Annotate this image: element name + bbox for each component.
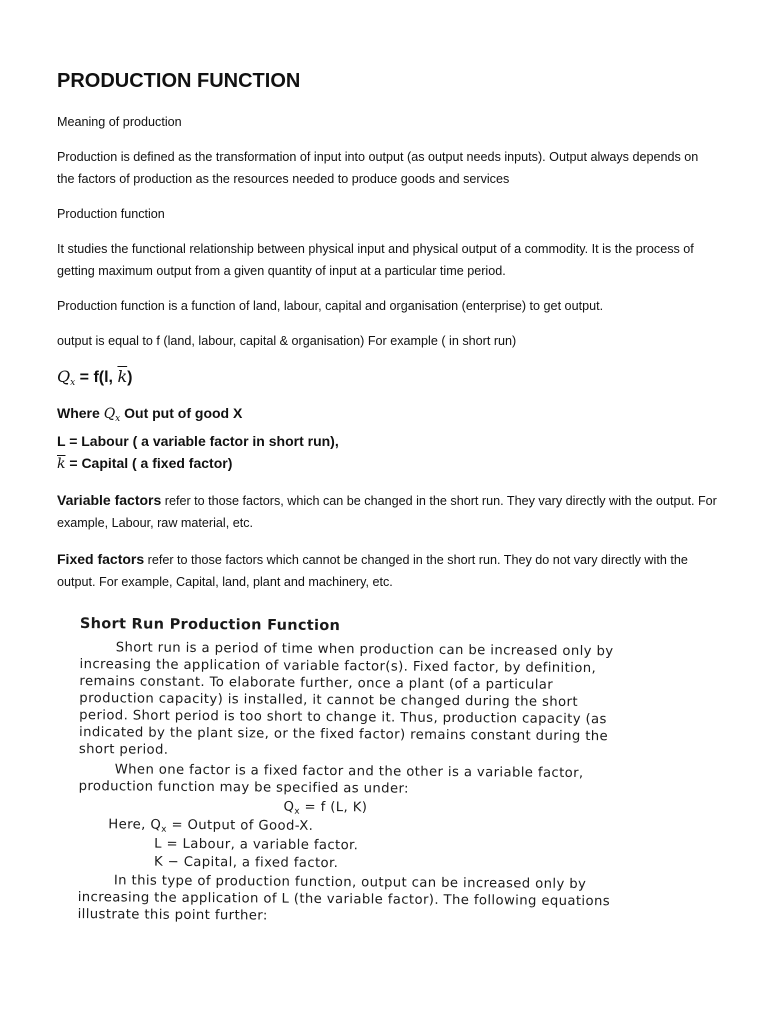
formula-k: $\overline{k}$ [117,367,128,386]
scan-def-k: K − Capital, a fixed factor. [153,854,339,872]
scan-line: short period. [78,742,169,758]
formula-rhs-b: ) [127,369,133,386]
capital-line [57,452,719,475]
scan-heading: Short Run Production Function [79,616,341,635]
scan-line: increasing the application of L (the variable factor). The following equations [77,890,611,910]
scan-eq-q: Q [283,799,295,815]
scan-def-l: L = Labour, a variable factor. [154,836,359,854]
scan-line: increasing the application of variable factor(s). Fixed factor, by definition, [79,657,597,677]
where-q: Q [103,406,116,422]
fixed-factors-paragraph [57,548,719,593]
document-body [57,70,719,607]
capital-rest: = Capital ( a fixed factor) [65,455,233,471]
scan-equation [283,800,367,818]
production-formula [57,367,719,388]
production-function-heading: Production function [57,207,165,221]
scan-line: production capacity) is installed, it cannot be changed during the short [79,691,578,710]
scanned-excerpt [70,612,694,927]
where-word: Where [57,405,104,421]
scan-line: remains constant. To elaborate further, once a plant (of a particular [79,674,554,693]
where-q-subscript: x [115,414,121,424]
where-line [57,402,719,430]
scan-line: Short run is a period of time when production can be increased only by [115,640,614,660]
fixed-factors-text: refer to those factors which cannot be changed in the short run. They do not vary directly with the output. For example, Capital, land, plant and machinery, etc. [57,553,688,589]
pf-paragraph-3: output is equal to f (land, labour, capital & organisation) For example ( in short run) [57,334,517,348]
page-title: PRODUCTION FUNCTION [57,70,301,92]
variable-factors-lead: Variable factors [57,492,162,508]
scan-here-prefix: Here, Q [108,817,162,833]
scan-eq-subscript: x [294,806,300,817]
pf-paragraph-2: Production function is a function of land, labour, capital and organisation (enterprise) to get output. [57,299,604,313]
fixed-factors-lead: Fixed factors [57,551,145,567]
scan-line: When one factor is a fixed factor and the other is a variable factor, [114,762,584,782]
formula-rhs-a: = f(l, [75,369,118,386]
scan-eq-rest: = f (L, K) [299,799,368,816]
scan-line: In this type of production function, output can be increased only by [113,873,587,893]
where-block [57,402,719,475]
variable-factors-paragraph [57,489,719,534]
formula-q-subscript: x [70,378,76,388]
scan-line: illustrate this point further: [77,907,268,924]
capital-k: $\overline{k}$ [57,456,66,472]
labour-line: L = Labour ( a variable factor in short run), [57,433,339,449]
variable-factors-text: refer to those factors, which can be changed in the short run. They vary directly with the output. For example, Labour, raw material, etc. [57,494,717,530]
scan-line: period. Short period is too short to change it. Thus, production capacity (as [79,708,607,728]
definition-paragraph: Production is defined as the transformation of input into output (as output needs inputs). Output always depends on the factors of production as the resources needed to produce goods and services [57,150,699,186]
scan-here-line [108,817,313,836]
formula-q: Q [57,367,71,386]
scan-line: production function may be specified as under: [78,779,409,797]
scan-here-rest: = Output of Good-X. [166,817,314,834]
meaning-heading: Meaning of production [57,115,182,129]
pf-paragraph-1: It studies the functional relationship between physical input and physical output of a commodity. It is the process of getting maximum output from a given quantity of input at a particular time period. [57,242,694,278]
scan-here-subscript: x [161,824,167,835]
where-rest: Out put of good X [120,405,243,421]
scan-line: indicated by the plant size, or the fixed factor) remains constant during the [78,725,609,745]
